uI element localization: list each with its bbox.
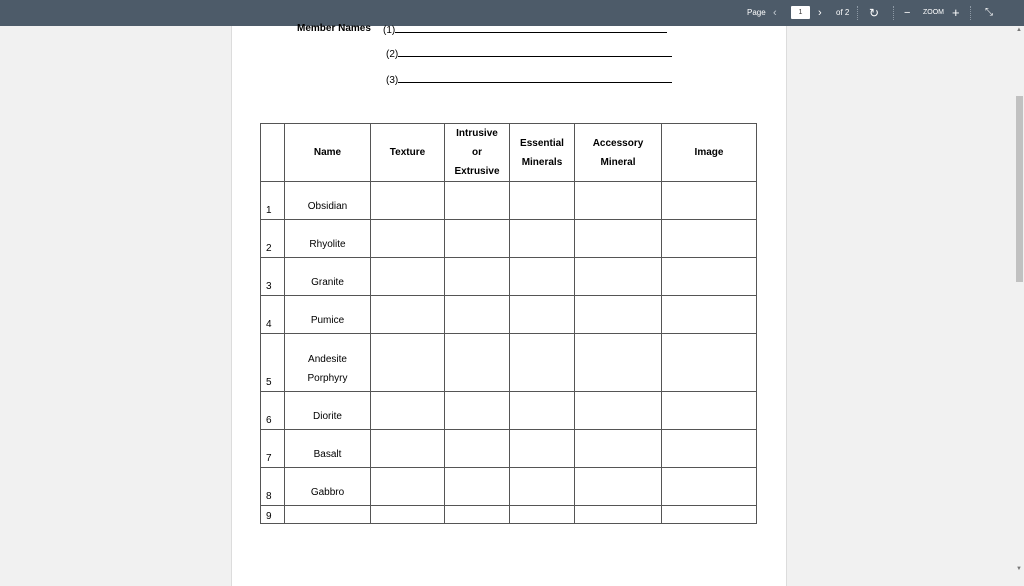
accessory-cell	[575, 392, 662, 430]
member-line-3: (3)	[386, 73, 672, 86]
accessory-cell	[575, 220, 662, 258]
intrusive-cell	[445, 430, 510, 468]
header-number	[261, 124, 285, 182]
header-name: Name	[285, 124, 371, 182]
table-row	[261, 392, 757, 430]
table-row	[261, 430, 757, 468]
member-line-2: (2)	[386, 47, 672, 60]
row-number: 9	[261, 506, 285, 524]
page-count-label: of 2	[836, 8, 850, 17]
table-row	[261, 220, 757, 258]
chevron-right-icon[interactable]: ›	[818, 7, 822, 19]
accessory-cell	[575, 296, 662, 334]
texture-cell	[371, 334, 445, 392]
texture-cell	[371, 506, 445, 524]
texture-cell	[371, 468, 445, 506]
header-intrusive-extrusive: Intrusive or Extrusive	[445, 124, 510, 182]
row-number: 1	[261, 182, 285, 220]
intrusive-cell	[445, 392, 510, 430]
image-cell	[662, 220, 757, 258]
chevron-left-icon[interactable]: ‹	[773, 7, 777, 19]
accessory-cell	[575, 430, 662, 468]
intrusive-cell	[445, 334, 510, 392]
essential-cell	[510, 296, 575, 334]
header-image: Image	[662, 124, 757, 182]
image-cell	[662, 468, 757, 506]
image-cell	[662, 182, 757, 220]
texture-cell	[371, 182, 445, 220]
intrusive-cell	[445, 258, 510, 296]
rock-name: Rhyolite	[285, 220, 371, 258]
table-row	[261, 506, 757, 524]
row-number: 6	[261, 392, 285, 430]
texture-cell	[371, 220, 445, 258]
rock-name	[285, 506, 371, 524]
rotate-icon[interactable]: ↻	[869, 6, 880, 20]
table-row	[261, 296, 757, 334]
plus-icon[interactable]: +	[952, 5, 960, 20]
member-line-1: (1)	[383, 23, 667, 36]
member-names-label: Member Names	[297, 23, 371, 34]
intrusive-cell	[445, 468, 510, 506]
essential-cell	[510, 468, 575, 506]
texture-cell	[371, 296, 445, 334]
header-essential-minerals: Essential Minerals	[510, 124, 575, 182]
image-cell	[662, 430, 757, 468]
scroll-down-icon[interactable]: ▼	[1016, 566, 1022, 572]
essential-cell	[510, 392, 575, 430]
intrusive-cell	[445, 296, 510, 334]
intrusive-cell	[445, 220, 510, 258]
row-number: 5	[261, 334, 285, 392]
toolbar-divider	[893, 6, 895, 20]
table-row	[261, 334, 757, 392]
rock-name: Diorite	[285, 392, 371, 430]
scrollbar-thumb[interactable]	[1016, 96, 1023, 282]
accessory-cell	[575, 468, 662, 506]
table-row	[261, 258, 757, 296]
toolbar-divider	[970, 6, 972, 20]
collapse-icon[interactable]: ⤡	[985, 7, 993, 18]
rock-name: Pumice	[285, 296, 371, 334]
accessory-cell	[575, 506, 662, 524]
essential-cell	[510, 334, 575, 392]
header-accessory-mineral: Accessory Mineral	[575, 124, 662, 182]
zoom-label: ZOOM	[923, 9, 944, 16]
row-number: 4	[261, 296, 285, 334]
image-cell	[662, 334, 757, 392]
intrusive-cell	[445, 182, 510, 220]
texture-cell	[371, 258, 445, 296]
accessory-cell	[575, 334, 662, 392]
scroll-up-icon[interactable]: ▲	[1016, 27, 1022, 33]
page-number-input[interactable]: 1	[791, 6, 810, 19]
rock-name: Granite	[285, 258, 371, 296]
header-texture: Texture	[371, 124, 445, 182]
rock-name: Obsidian	[285, 182, 371, 220]
image-cell	[662, 296, 757, 334]
essential-cell	[510, 258, 575, 296]
essential-cell	[510, 220, 575, 258]
row-number: 8	[261, 468, 285, 506]
rock-name: Andesite Porphyry	[285, 334, 371, 392]
table-header-row	[261, 124, 757, 182]
rock-name: Gabbro	[285, 468, 371, 506]
intrusive-cell	[445, 506, 510, 524]
texture-cell	[371, 392, 445, 430]
table-row	[261, 182, 757, 220]
image-cell	[662, 258, 757, 296]
accessory-cell	[575, 258, 662, 296]
essential-cell	[510, 430, 575, 468]
accessory-cell	[575, 182, 662, 220]
rock-table	[260, 123, 757, 524]
row-number: 2	[261, 220, 285, 258]
image-cell	[662, 392, 757, 430]
page-label: Page	[747, 8, 766, 17]
table-row	[261, 468, 757, 506]
toolbar-divider	[857, 6, 859, 20]
vertical-scrollbar[interactable]	[1015, 26, 1024, 576]
minus-icon[interactable]: −	[904, 7, 911, 19]
rock-name: Basalt	[285, 430, 371, 468]
texture-cell	[371, 430, 445, 468]
image-cell	[662, 506, 757, 524]
essential-cell	[510, 182, 575, 220]
row-number: 7	[261, 430, 285, 468]
essential-cell	[510, 506, 575, 524]
row-number: 3	[261, 258, 285, 296]
document-page	[231, 23, 787, 586]
